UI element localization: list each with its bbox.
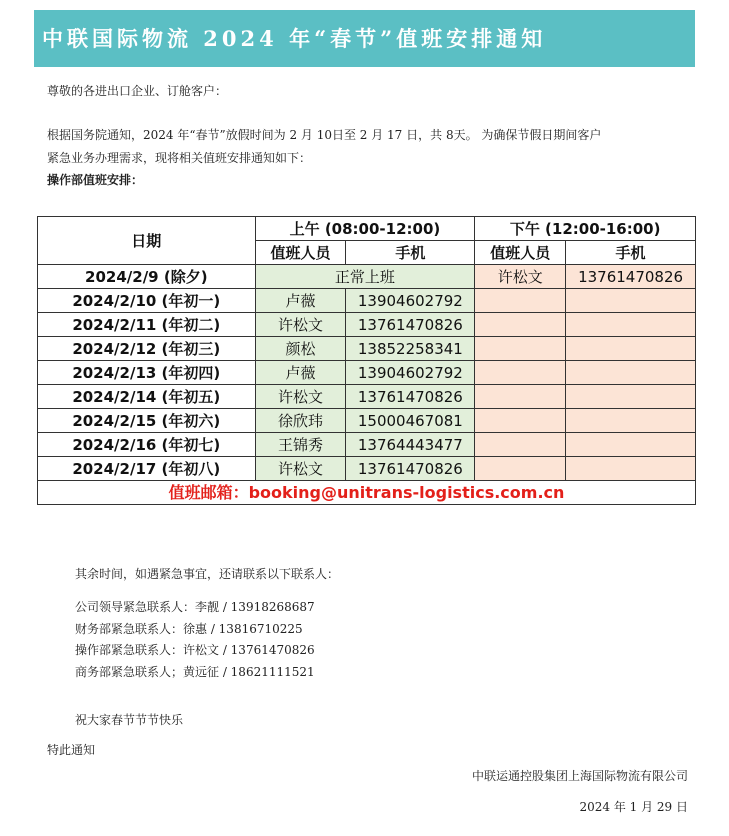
am-person-cell: 许松文 xyxy=(255,385,346,409)
pm-person-cell xyxy=(475,457,566,481)
am-phone-cell: 13761470826 xyxy=(346,385,475,409)
duty-schedule-table xyxy=(37,216,696,505)
am-person-cell: 卢薇 xyxy=(255,289,346,313)
normal-work-cell: 正常上班 xyxy=(255,265,475,289)
pm-phone-cell xyxy=(566,457,696,481)
am-person-header: 值班人员 xyxy=(255,241,346,265)
contact-line: 商务部紧急联系人；黄远征 / 18621111521 xyxy=(75,665,315,679)
date-cell: 2024/2/14 (年初五) xyxy=(38,385,256,409)
contact-line: 操作部紧急联系人：许松文 / 13761470826 xyxy=(75,643,315,657)
pm-phone-cell xyxy=(566,289,696,313)
am-header: 上午 (08:00-12:00) xyxy=(255,217,475,241)
am-phone-cell: 13904602792 xyxy=(346,289,475,313)
am-phone-cell: 13904602792 xyxy=(346,361,475,385)
closing-text: 特此通知 xyxy=(47,743,96,757)
notice-title: 中联国际物流 2024 年“春节”值班安排通知 xyxy=(34,10,695,67)
am-phone-header: 手机 xyxy=(346,241,475,265)
pm-person-cell xyxy=(475,337,566,361)
date-cell: 2024/2/13 (年初四) xyxy=(38,361,256,385)
greeting: 尊敬的各进出口企业、订舱客户： xyxy=(47,84,228,98)
pm-person-cell xyxy=(475,433,566,457)
table-row-eve xyxy=(38,265,696,289)
pm-person-cell xyxy=(475,409,566,433)
date-cell: 2024/2/16 (年初七) xyxy=(38,433,256,457)
notice-line-1: 根据国务院通知，2024 年“春节”放假时间为 2 月 10日至 2 月 17 日，共 8天。 为确保节假日期间客户 xyxy=(47,128,602,142)
pm-phone-cell xyxy=(566,433,696,457)
contact-line: 财务部紧急联系人：徐惠 / 13816710225 xyxy=(75,622,303,636)
wishes-text: 祝大家春节节节快乐 xyxy=(75,713,184,727)
duty-email[interactable]: 值班邮箱：booking@unitrans-logistics.com.cn xyxy=(38,481,696,505)
company-name: 中联运通控股集团上海国际物流有限公司 xyxy=(471,769,688,783)
pm-person-cell xyxy=(475,385,566,409)
table-row xyxy=(38,337,696,361)
pm-person-header: 值班人员 xyxy=(475,241,566,265)
am-phone-cell: 13761470826 xyxy=(346,313,475,337)
pm-phone-header: 手机 xyxy=(566,241,696,265)
table-row xyxy=(38,313,696,337)
am-person-cell: 许松文 xyxy=(255,313,346,337)
date-header: 日期 xyxy=(38,217,256,265)
notice-date: 2024 年 1 月 29 日 xyxy=(579,800,688,814)
pm-person-cell xyxy=(475,289,566,313)
pm-person-cell xyxy=(475,313,566,337)
date-cell: 2024/2/12 (年初三) xyxy=(38,337,256,361)
am-phone-cell: 13764443477 xyxy=(346,433,475,457)
am-person-cell: 颜松 xyxy=(255,337,346,361)
am-phone-cell: 13852258341 xyxy=(346,337,475,361)
pm-person-cell xyxy=(475,361,566,385)
date-cell: 2024/2/15 (年初六) xyxy=(38,409,256,433)
table-row xyxy=(38,409,696,433)
pm-phone-cell xyxy=(566,337,696,361)
am-person-cell: 王锦秀 xyxy=(255,433,346,457)
email-row xyxy=(38,481,696,505)
table-header-row xyxy=(38,217,696,241)
am-phone-cell: 13761470826 xyxy=(346,457,475,481)
date-cell: 2024/2/10 (年初一) xyxy=(38,289,256,313)
table-row xyxy=(38,361,696,385)
pm-phone-cell xyxy=(566,385,696,409)
table-row xyxy=(38,385,696,409)
table-row xyxy=(38,433,696,457)
date-cell: 2024/2/11 (年初二) xyxy=(38,313,256,337)
notice-line-2: 紧急业务办理需求，现将相关值班安排通知如下： xyxy=(47,151,312,165)
pm-phone-cell xyxy=(566,313,696,337)
section-heading: 操作部值班安排： xyxy=(47,173,144,187)
pm-phone-cell: 13761470826 xyxy=(566,265,696,289)
pm-header: 下午 (12:00-16:00) xyxy=(475,217,696,241)
pm-person-cell: 许松文 xyxy=(475,265,566,289)
am-person-cell: 徐欣玮 xyxy=(255,409,346,433)
pm-phone-cell xyxy=(566,409,696,433)
table-row xyxy=(38,457,696,481)
contact-line: 公司领导紧急联系人：李靓 / 13918268687 xyxy=(75,600,315,614)
date-cell: 2024/2/17 (年初八) xyxy=(38,457,256,481)
date-cell: 2024/2/9 (除夕) xyxy=(38,265,256,289)
am-person-cell: 许松文 xyxy=(255,457,346,481)
am-phone-cell: 15000467081 xyxy=(346,409,475,433)
am-person-cell: 卢薇 xyxy=(255,361,346,385)
pm-phone-cell xyxy=(566,361,696,385)
other-time-text: 其余时间，如遇紧急事宜，还请联系以下联系人： xyxy=(75,567,340,581)
table-row xyxy=(38,289,696,313)
